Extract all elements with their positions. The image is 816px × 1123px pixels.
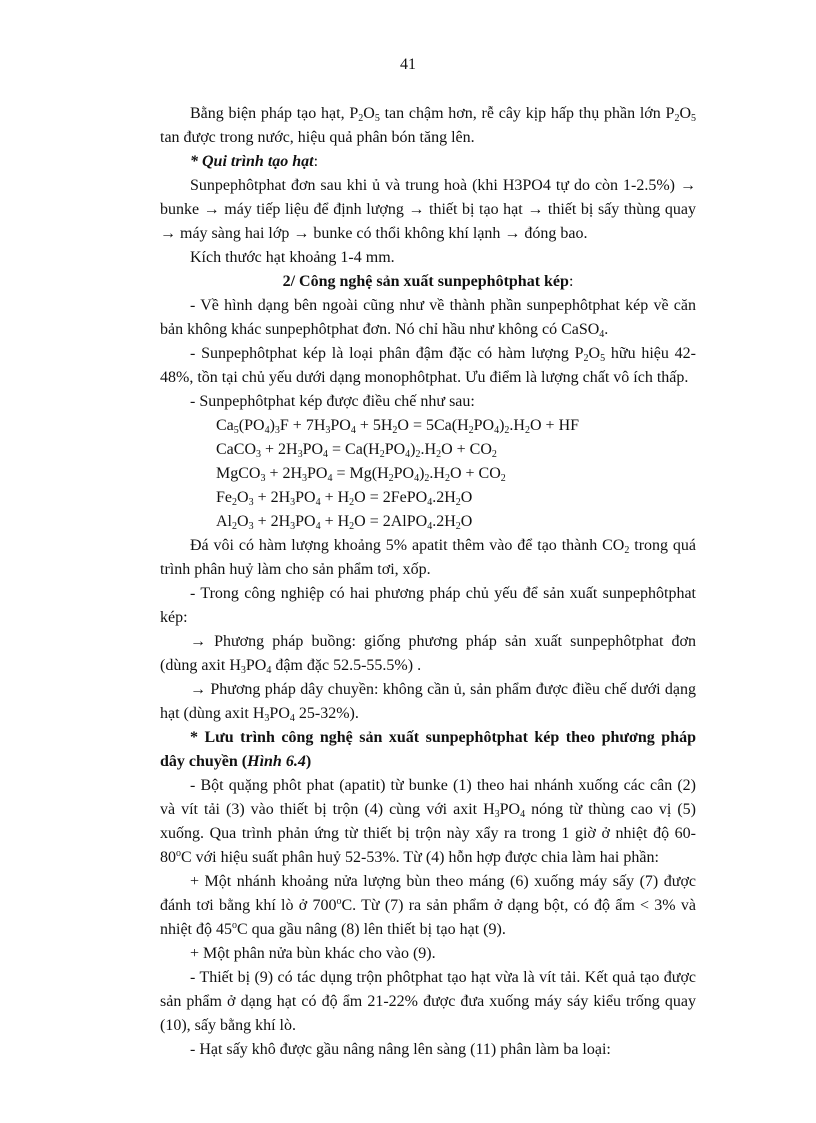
page-content xyxy=(160,102,696,1062)
heading-continuous-process-flow: * Lưu trình công nghệ sản xuất sunpephôtphat kép theo phương pháp dây chuyền (Hình 6.4) xyxy=(160,729,696,770)
paragraph-branch-one: + Một nhánh khoảng nửa lượng bùn theo máng (6) xuống máy sấy (7) được đánh tơi bằng khí lò ở 700$^o$C. Từ (7) ra sản phẩm ở dạng bột, có độ ẩm < 3% và nhiệt độ 45$^o$C qua gầu nâng (8) lên thiết bị tạo hạt (9). xyxy=(160,873,696,938)
paragraph-branch-two: + Một phân nửa bùn khác cho vào (9). xyxy=(190,945,436,962)
paragraph-continuous-method: → Phương pháp dây chuyền: không cần ủ, sản phẩm được điều chế dưới dạng hạt (dùng axit $H_3PO_4$ 25-32%). xyxy=(160,681,696,724)
paragraph-limestone: Đá vôi có hàm lượng khoảng 5% apatit thêm vào để tạo thành $CO_2$ trong quá trình phân huỷ làm cho sản phẩm tơi, xốp. xyxy=(160,537,697,578)
equation-fluorapatite: $Ca_5(PO_4)_3F + 7H_3PO_4 + 5H_2O = 5Ca(H_2PO_4)_2.H_2O$ + HF xyxy=(216,417,580,436)
equation-calcium-carbonate: CaCO$_3$ + $2H_3PO_4 = Ca(H_2PO_4)_2.H_2O + CO_2$ xyxy=(216,441,497,460)
paragraph-chamber-method: → Phương pháp buồng: giống phương pháp sản xuất sunpephôtphat đơn (dùng axit $H_3PO_4$ đậm đặc 52.5-55.5%) . xyxy=(160,633,696,676)
equation-iron-oxide: $Fe_2O_3 + 2H_3PO_4 + H_2O$ = $2FePO_4.2H_2O$ xyxy=(216,489,473,508)
figure-reference: Hình 6.4 xyxy=(247,753,306,770)
paragraph-screening: - Hạt sấy khô được gầu nâng nâng lên sàng (11) phân làm ba loại: xyxy=(190,1041,611,1058)
section-heading-double-superphosphate: 2/ Công nghệ sản xuất sunpephôtphat kép: xyxy=(282,273,574,290)
paragraph-process-flow: Sunpephôtphat đơn sau khi ủ và trung hoà (khi H3PO4 tự do còn 1-2.5%) → bunke → máy tiếp liệu để định lượng → thiết bị tạo hạt → thiết bị sấy thùng quay → máy sàng hai lớp → bunke có thổi không khí lạnh → đóng bao. xyxy=(160,177,696,242)
paragraph-appearance: - Về hình dạng bên ngoài cũng như về thành phần sunpephôtphat kép về căn bản không khác sunpephôtphat đơn. Nó chỉ hầu như không có CaSO$_4$. xyxy=(160,297,696,340)
paragraph-concentration: - Sunpephôtphat kép là loại phân đậm đặc có hàm lượng $P_2O_5$ hữu hiệu 42-48%, tồn tại chủ yếu dưới dạng monophôtphat. Ưu điểm là lượng chất vô ích thấp. xyxy=(160,345,697,386)
equation-aluminium-oxide: $Al_2O_3 + 2H_3PO_4 + H_2O$ = $2AlPO_4.2H_2O$ xyxy=(216,513,473,532)
page-number: 41 xyxy=(400,56,416,73)
equation-magnesium-carbonate: MgCO$_3$ + $2H_3PO_4 = Mg(H_2PO_4)_2.H_2O + CO_2$ xyxy=(216,465,506,484)
paragraph-particle-size: Kích thước hạt khoảng 1-4 mm. xyxy=(190,249,395,266)
paragraph-ore-feed: - Bột quặng phôt phat (apatit) từ bunke (1) theo hai nhánh xuống các cân (2) và vít tải (3) vào thiết bị trộn (4) cùng với axit $H_3PO_4$ nóng từ thùng cao vị (5) xuống. Qua trình phản ứng từ thiết bị trộn này xẩy ra trong 1 giờ ở nhiệt độ 60-80$^o$C với hiệu suất phân huỷ 52-53%. Từ (4) hỗn hợp được chia làm hai phần: xyxy=(160,777,696,866)
paragraph-granulation-benefit: Bằng biện pháp tạo hạt, $P_2O_5$ tan chậm hơn, rễ cây kịp hấp thụ phần lớn $P_2O_5$ tan được trong nước, hiệu quả phân bón tăng lên. xyxy=(160,105,696,146)
paragraph-two-methods: - Trong công nghiệp có hai phương pháp chủ yếu để sản xuất sunpephôtphat kép: xyxy=(160,585,696,626)
paragraph-preparation-intro: - Sunpephôtphat kép được điều chế như sau: xyxy=(190,393,475,410)
paragraph-granulator: - Thiết bị (9) có tác dụng trộn phôtphat tạo hạt vừa là vít tải. Kết quả tạo được sản phẩm ở dạng hạt có độ ẩm 21-22% được đưa xuống máy sáy kiểu trống quay (10), sấy bằng khí lò. xyxy=(160,969,696,1034)
heading-granulation-process: * Qui trình tạo hạt: xyxy=(190,153,319,170)
